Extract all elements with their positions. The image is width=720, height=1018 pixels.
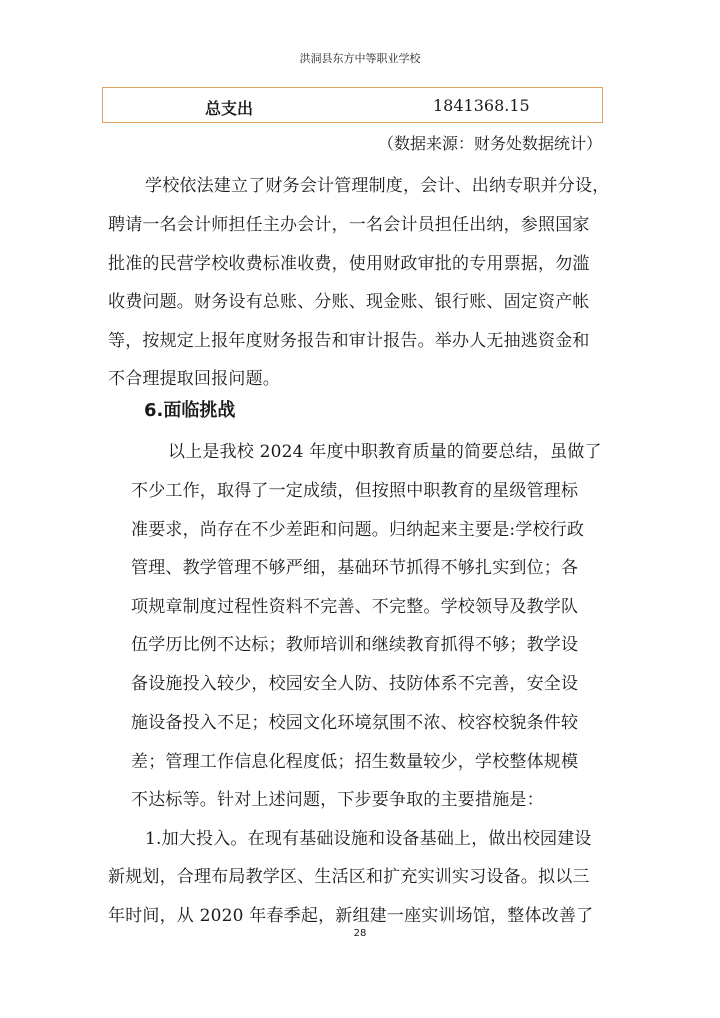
total-expenditure-value: 1841368.15 bbox=[433, 96, 530, 115]
paragraph-line: 收费问题。财务设有总账、分账、现金账、银行账、固定资产帐 bbox=[108, 292, 590, 312]
paragraph-line: 不合理提取回报问题。 bbox=[108, 369, 280, 389]
data-source-note: （数据来源：财务处数据统计） bbox=[377, 134, 602, 153]
paragraph-line: 不达标等。针对上述问题，下步要争取的主要措施是： bbox=[131, 790, 544, 810]
total-expenditure-label: 总支出 bbox=[205, 99, 254, 118]
paragraph-line: 年时间，从 2020 年春季起，新组建一座实训场馆，整体改善了 bbox=[108, 906, 594, 926]
paragraph-line: 不少工作，取得了一定成绩，但按照中职教育的星级管理标 bbox=[131, 481, 579, 501]
page-number: 28 bbox=[353, 928, 367, 939]
section-heading: 6.面临挑战 bbox=[144, 400, 236, 421]
page-header: 洪洞县东方中等职业学校 bbox=[299, 52, 421, 65]
paragraph-line: 备设施投入较少，校园安全人防、技防体系不完善，安全设 bbox=[131, 674, 579, 694]
paragraph-line: 施设备投入不足；校园文化环境氛围不浓、校容校貌条件较 bbox=[131, 713, 579, 733]
paragraph-line: 等，按规定上报年度财务报告和审计报告。举办人无抽逃资金和 bbox=[108, 331, 590, 351]
paragraph-line: 准要求，尚存在不少差距和问题。归纳起来主要是:学校行政 bbox=[131, 520, 585, 540]
paragraph-line: 新规划，合理布局教学区、生活区和扩充实训实习设备。拟以三 bbox=[108, 867, 590, 887]
paragraph-line: 批准的民营学校收费标准收费，使用财政审批的专用票据，勿滥 bbox=[108, 254, 590, 274]
paragraph-line: 1.加大投入。在现有基础设施和设备基础上，做出校园建设 bbox=[145, 829, 592, 849]
paragraph-line: 伍学历比例不达标；教师培训和继续教育抓得不够；教学设 bbox=[131, 635, 579, 655]
total-expenditure-row bbox=[102, 87, 603, 123]
paragraph-line: 以上是我校 2024 年度中职教育质量的简要总结，虽做了 bbox=[168, 442, 602, 462]
paragraph-line: 聘请一名会计师担任主办会计，一名会计员担任出纳，参照国家 bbox=[108, 215, 590, 235]
paragraph-line: 学校依法建立了财务会计管理制度，会计、出纳专职并分设， bbox=[145, 176, 610, 196]
paragraph-line: 项规章制度过程性资料不完善、不完整。学校领导及教学队 bbox=[131, 597, 579, 617]
paragraph-line: 差；管理工作信息化程度低；招生数量较少，学校整体规模 bbox=[131, 752, 579, 772]
paragraph-line: 管理、教学管理不够严细，基础环节抓得不够扎实到位；各 bbox=[131, 558, 579, 578]
